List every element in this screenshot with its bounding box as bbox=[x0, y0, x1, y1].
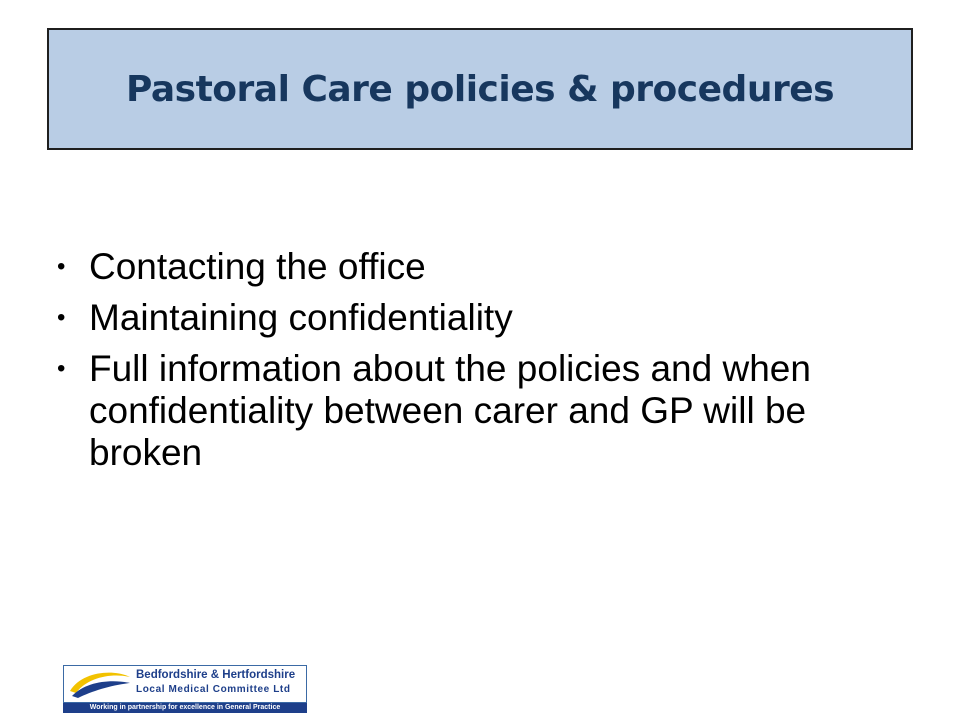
bullet-marker: • bbox=[57, 304, 66, 331]
bullet-text: Maintaining confidentiality bbox=[89, 297, 513, 338]
logo-org-subname: Local Medical Committee Ltd bbox=[136, 684, 291, 695]
logo-tagline: Working in partnership for excellence in General Practice bbox=[63, 703, 307, 713]
bullet-item bbox=[55, 246, 915, 288]
title-banner bbox=[47, 28, 913, 150]
bullet-marker: • bbox=[57, 253, 66, 280]
bullet-marker: • bbox=[57, 355, 66, 382]
slide-title: Pastoral Care policies & procedures bbox=[125, 68, 835, 110]
bullet-list bbox=[55, 246, 915, 483]
swoosh-icon bbox=[68, 669, 132, 699]
lmc-logo bbox=[63, 665, 307, 713]
bullet-item bbox=[55, 297, 915, 339]
bullet-item bbox=[55, 348, 915, 474]
bullet-text: Full information about the policies and when confidentiality between carer and GP will be broken bbox=[89, 348, 811, 473]
logo-header bbox=[63, 665, 307, 703]
bullet-text: Contacting the office bbox=[89, 246, 426, 287]
logo-org-name: Bedfordshire & Hertfordshire bbox=[136, 669, 296, 681]
